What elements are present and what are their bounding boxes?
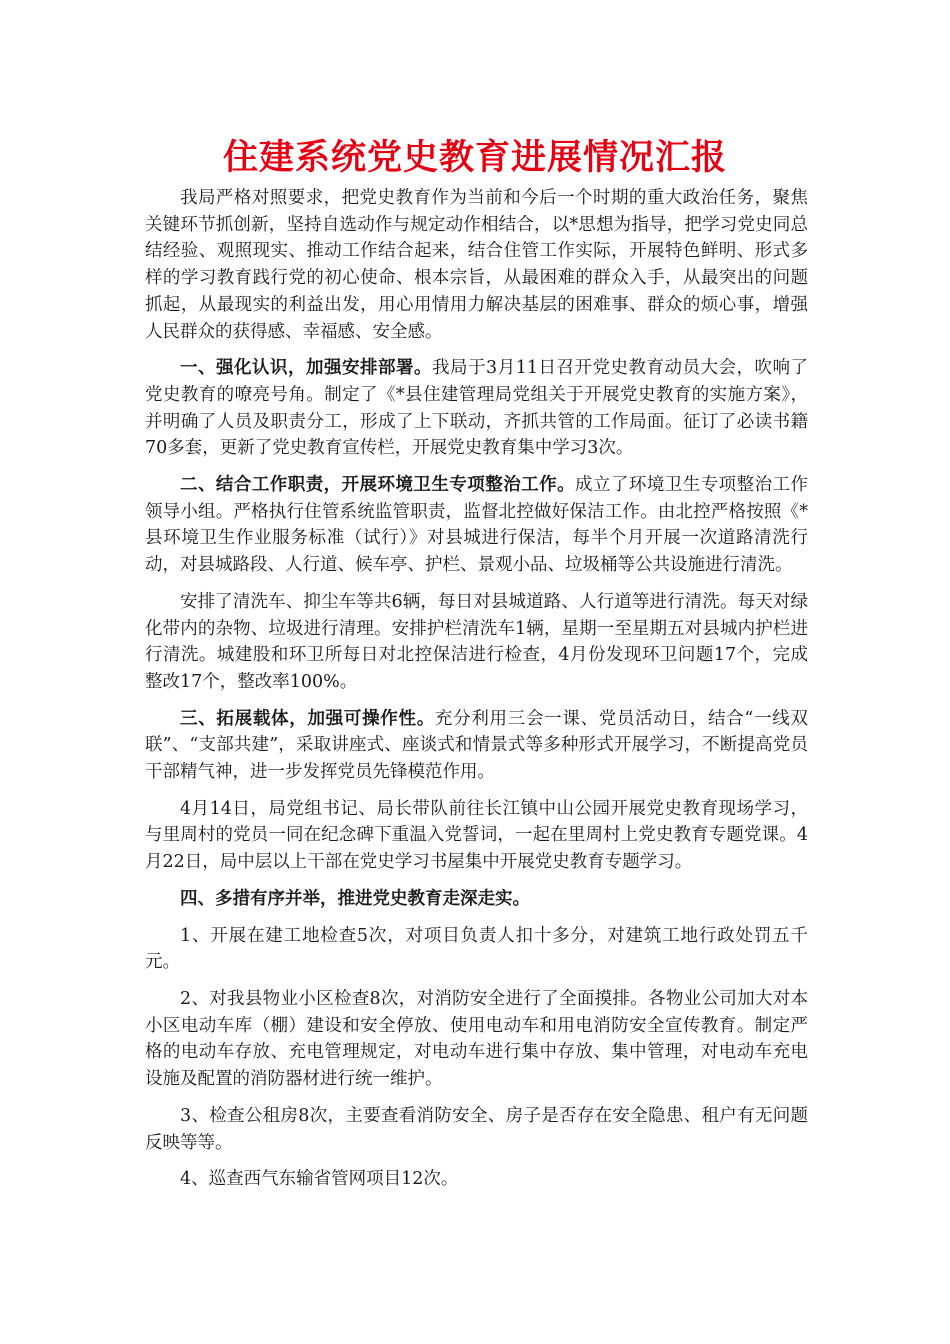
section-3-paragraph xyxy=(145,706,808,786)
section-3-text: 充分利用三会一课、党员活动日，结合“一线双联”、“支部共建”，采取讲座式、座谈式和情景式等多种形式开展学习，不断提高党员干部精气神，进一步发挥党员先锋模范作用。 xyxy=(145,708,808,783)
section-2-paragraph xyxy=(145,472,808,579)
section-4-paragraph xyxy=(145,886,808,913)
section-4-item-1: 1、开展在建工地检查5次，对项目负责人扣十多分，对建筑工地行政处罚五千元。 xyxy=(145,925,808,973)
section-1-heading: 一、强化认识，加强安排部署。 xyxy=(180,358,433,379)
section-4-heading: 四、多措有序并举，推进党史教育走深走实。 xyxy=(180,888,530,909)
document-title: 住建系统党史教育进展情况汇报 xyxy=(222,137,727,178)
section-1-text: 我局于3月11日召开党史教育动员大会，吹响了党史教育的嘹亮号角。制定了《*县住建管理局党组关于开展党史教育的实施方案》，并明确了人员及职责分工，形成了上下联动，齐抓共管的工作局面。征订了必读书籍70多套，更新了党史教育宣传栏，开展党史教育集中学习3次。 xyxy=(145,358,809,459)
document-body xyxy=(145,185,808,1203)
section-4-item-2: 2、对我县物业小区检查8次，对消防安全进行了全面摸排。各物业公司加大对本小区电动车库（棚）建设和安全停放、使用电动车和用电消防安全宣传教育。制定严格的电动车存放、充电管理规定，对电动车进行集中存放、集中管理，对电动车充电设施及配置的消防器材进行统一维护。 xyxy=(145,988,808,1090)
section-4-item-4: 4、巡查西气东输省管网项目12次。 xyxy=(180,1169,459,1190)
section-2-heading: 二、结合工作职责，开展环境卫生专项整治工作。 xyxy=(180,475,576,496)
section-1-paragraph xyxy=(145,355,808,462)
section-3-paragraph-2: 4月14日，局党组书记、局长带队前往长江镇中山公园开展党史教育现场学习，与里周村的党员一同在纪念碑下重温入党誓词，一起在里周村上党史教育专题党课。4月22日，局中层以上干部在党史学习书屋集中开展党史教育专题学习。 xyxy=(145,798,808,873)
section-4-item-3: 3、检查公租房8次，主要查看消防安全、房子是否存在安全隐患、租户有无问题反映等等。 xyxy=(145,1105,808,1153)
section-2-text: 成立了环境卫生专项整治工作领导小组。严格执行住管系统监管职责，监督北控做好保洁工作。由北控严格按照《*县环境卫生作业服务标准（试行）》对县城进行保洁，每半个月开展一次道路清洗行动，对县城路段、人行道、候车亭、护栏、景观小品、垃圾桶等公共设施进行清洗。 xyxy=(145,475,809,576)
section-3-heading: 三、拓展载体，加强可操作性。 xyxy=(180,708,435,729)
section-2-paragraph-2: 安排了清洗车、抑尘车等共6辆，每日对县城道路、人行道等进行清洗。每天对绿化带内的杂物、垃圾进行清理。安排护栏清洗车1辆，星期一至星期五对县城内护栏进行清洗。城建股和环卫所每日对北控保洁进行检查，4月份发现环卫问题17个，完成整改17个，整改率100%。 xyxy=(145,591,808,692)
intro-paragraph: 我局严格对照要求，把党史教育作为当前和今后一个时期的重大政治任务，聚焦关键环节抓创新，坚持自选动作与规定动作相结合，以*思想为指导，把学习党史同总结经验、观照现实、推动工作结合起来，结合住管工作实际，开展特色鲜明、形式多样的学习教育践行党的初心使命、根本宗旨，从最困难的群众入手，从最突出的问题抓起，从最现实的利益出发，用心用情用力解决基层的困难事、群众的烦心事，增强人民群众的获得感、幸福感、安全感。 xyxy=(145,188,808,342)
